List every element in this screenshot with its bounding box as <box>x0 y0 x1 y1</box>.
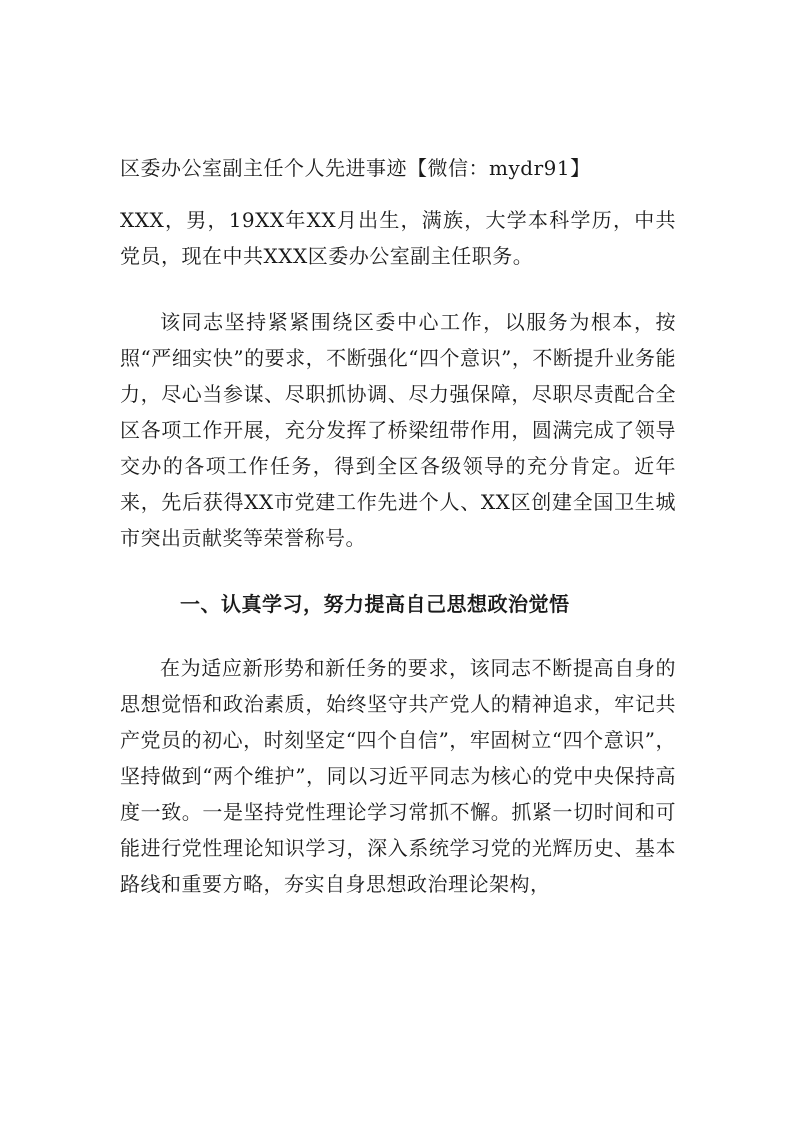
summary-paragraph: 该同志坚持紧紧围绕区委中心工作，以服务为根本，按照“严细实快”的要求，不断强化“四个意识”，不断提升业务能力，尽心当参谋、尽职抓协调、尽力强保障，尽职尽责配合全区各项工作开展，充分发挥了桥梁纽带作用，圆满完成了领导交办的各项工作任务，得到全区各级领导的充分肯定。近年来，先后获得XX市党建工作先进个人、XX区创建全国卫生城市突出贡献奖等荣誉称号。 <box>120 310 676 550</box>
section-paragraph: 在为适应新形势和新任务的要求，该同志不断提高自身的思想觉悟和政治素质，始终坚守共产党人的精神追求，牢记共产党员的初心，时刻坚定“四个自信”，牢固树立“四个意识”，坚持做到“两个维护”，同以习近平同志为核心的党中央保持高度一致。一是坚持党性理论学习常抓不懈。抓紧一切时间和可能进行党性理论知识学习，深入系统学习党的光辉历史、基本路线和重要方略，夯实自身思想政治理论架构， <box>120 656 676 896</box>
document-title: 区委办公室副主任个人先进事迹【微信：mydr91】 <box>120 156 591 180</box>
intro-paragraph: XXX，男，19XX年XX月出生，满族，大学本科学历，中共党员，现在中共XXX区委办公室副主任职务。 <box>120 208 676 268</box>
document-body <box>120 150 676 902</box>
section-heading: 一、认真学习，努力提高自己思想政治觉悟 <box>180 592 570 616</box>
